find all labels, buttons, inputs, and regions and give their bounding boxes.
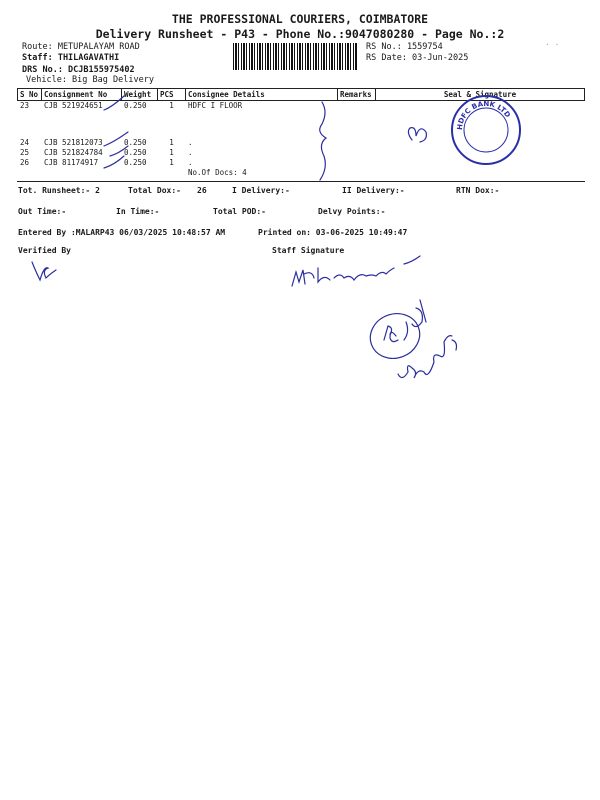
rs-date: RS Date: 03-Jun-2025 [366, 53, 469, 63]
col-consignee: Consignee Details [186, 89, 338, 101]
table-row: 24 CJB 521812073 0.250 1 . [20, 138, 193, 147]
in-time: In Time:- [116, 207, 160, 216]
total-pod: Total POD:- [213, 207, 266, 216]
table-row: 25 CJB 521824784 0.250 1 . [20, 148, 193, 157]
col-sno: S No [18, 89, 42, 101]
staff-signature-label: Staff Signature [272, 246, 345, 255]
drs-number: DRS No.: DCJB155975402 [22, 65, 135, 75]
col-pcs: PCS [158, 89, 186, 101]
table-row: 26 CJB 81174917 0.250 1 . [20, 158, 193, 167]
ii-delivery: II Delivery:- [342, 186, 405, 195]
total-dox-label: Total Dox:- [128, 186, 181, 195]
tick-mark [110, 146, 128, 156]
seal-text: HDFC BANK LTD [455, 99, 512, 131]
route: Route: METUPALAYAM ROAD [22, 42, 140, 52]
vehicle: Vehicle: Big Bag Delivery [26, 75, 154, 85]
col-remarks: Remarks [338, 89, 376, 101]
total-runsheet: Tot. Runsheet:- 2 [18, 186, 100, 195]
tick-mark [104, 156, 124, 168]
printed-on: Printed on: 03-06-2025 10:49:47 [258, 228, 408, 237]
table-row: 23 CJB 521924651 0.250 1 HDFC I FLOOR [20, 101, 243, 110]
total-dox-value: 26 [197, 186, 207, 195]
col-weight: Weight [122, 89, 158, 101]
rs-number: RS No.: 1559754 [366, 42, 443, 52]
verified-by-label: Verified By [18, 246, 71, 255]
entered-by: Entered By :MALARP43 06/03/2025 10:48:57 AM [18, 228, 226, 237]
delivery-points: Delvy Points:- [318, 207, 386, 216]
col-consignment: Consignment No [42, 89, 122, 101]
svg-text:HDFC BANK LTD [456, 100, 512, 130]
staff: Staff: THILAGAVATHI [22, 53, 120, 63]
out-time: Out Time:- [18, 207, 67, 216]
bank-seal [456, 98, 516, 160]
col-seal: Seal & Signature [376, 89, 585, 101]
runsheet-subtitle: Delivery Runsheet - P43 - Phone No.:9047080280 - Page No.:2 [95, 27, 505, 41]
i-delivery: I Delivery:- [232, 186, 290, 195]
corner-mark: · · [545, 40, 560, 49]
company-title: THE PROFESSIONAL COURIERS, COIMBATORE [171, 12, 429, 26]
docs-count: No.Of Docs: 4 [188, 168, 247, 177]
tick-mark [104, 132, 128, 146]
rtn-dox: RTN Dox:- [456, 186, 500, 195]
tick-mark [104, 96, 124, 110]
